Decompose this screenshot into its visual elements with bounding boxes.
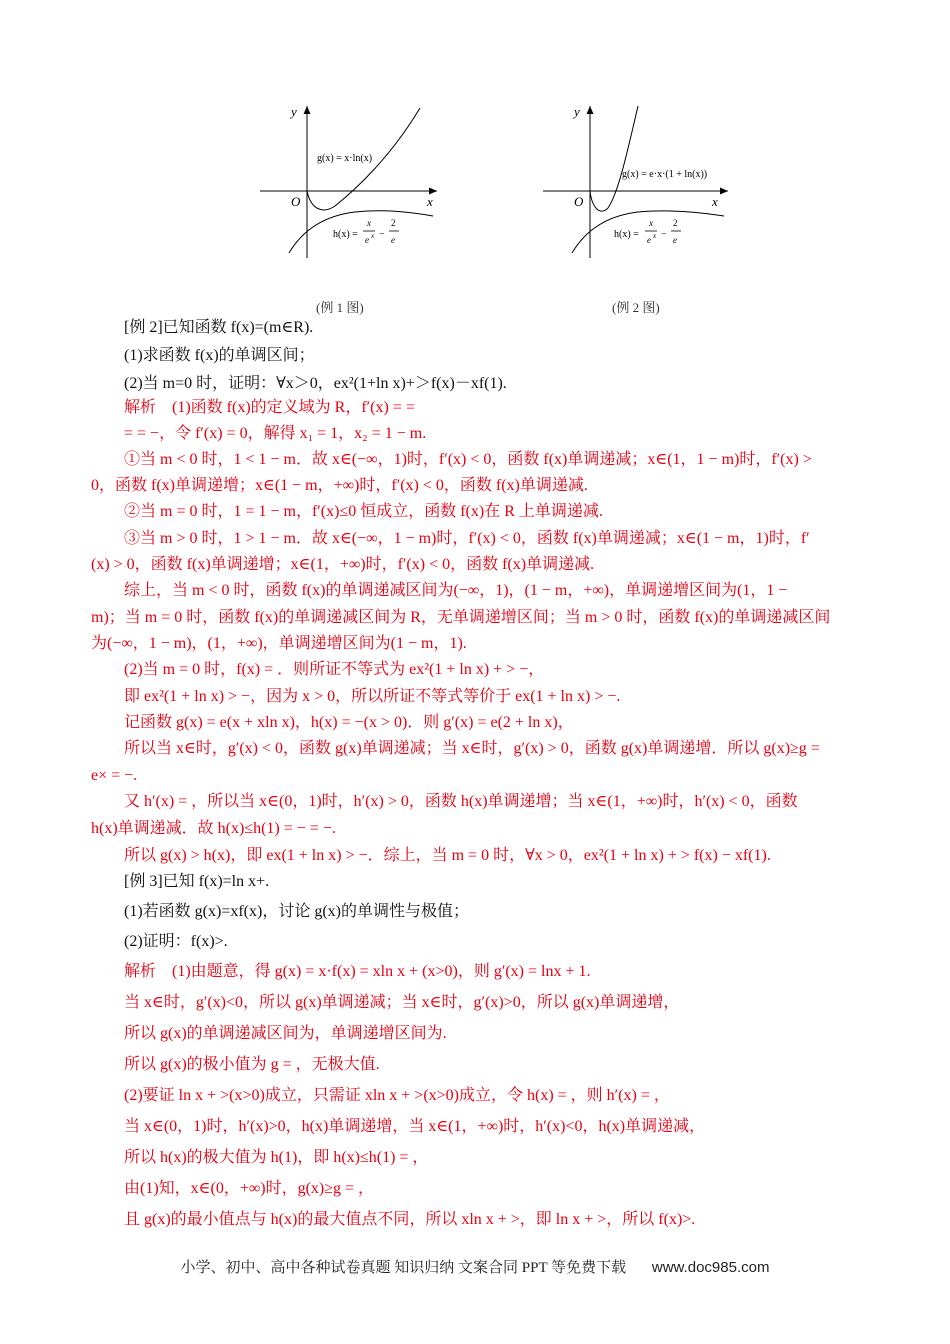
figure-example-1 <box>255 98 445 263</box>
solution-line: 0，函数 f(x)单调递增；x∈(1 − m，+∞)时，f′(x) < 0，函数 f(x)单调递减. <box>91 477 588 494</box>
solution-line: 综上，当 m < 0 时，函数 f(x)的单调递减区间为(−∞，1)，(1 − m，+∞)，单调递增区间为(1，1 − <box>124 582 788 599</box>
solution-line: 记函数 g(x) = e(x + xln x)，h(x) = −(x > 0)．则 g′(x) = e(2 + ln x)， <box>124 714 574 731</box>
solution-line: 且 g(x)的最小值点与 h(x)的最大值点不同，所以 xln x + >，即 ln x + >，所以 f(x)>. <box>124 1211 696 1228</box>
y-label: y <box>574 104 580 119</box>
solution-line: ②当 m = 0 时，1 = 1 − m，f′(x)≤0 恒成立，函数 f(x)在 R 上单调递减. <box>124 503 603 520</box>
solution-line: 解析 (1)由题意，得 g(x) = x·f(x) = xln x + (x>0)，则 g′(x) = lnx + 1. <box>124 963 591 980</box>
h-frac2-num: 2 <box>673 218 678 228</box>
h-minus: − <box>661 229 667 240</box>
origin-label: O <box>574 194 584 209</box>
solution-line: 所以当 x∈时，g′(x) < 0，函数 g(x)单调递减；当 x∈时，g′(x) > 0，函数 g(x)单调递增．所以 g(x)≥g = <box>124 740 820 757</box>
page-footer <box>0 1256 950 1277</box>
solution-line: 所以 g(x)的极小值为 g = ，无极大值. <box>124 1056 380 1073</box>
y-axis-arrow <box>587 106 594 114</box>
solution-line: ③当 m > 0 时，1 > 1 − m．故 x∈(−∞，1 − m)时，f′(x) < 0，函数 f(x)单调递减；x∈(1 − m，1)时，f′ <box>124 530 810 547</box>
solution-line: 所以 g(x) > h(x)，即 ex(1 + ln x) > −．综上，当 m = 0 时，∀x > 0，ex²(1 + ln x) + > f(x) − xf(1). <box>124 847 771 864</box>
footer-url[interactable]: www.doc985.com <box>651 1259 770 1276</box>
y-axis-arrow <box>304 106 311 114</box>
y-label: y <box>291 104 297 119</box>
figure-example-2 <box>538 98 738 263</box>
solution-line: e× = −. <box>91 767 138 784</box>
g-label: g(x) = e·x·(1 + ln(x)) <box>622 169 708 180</box>
solution-line: h(x)单调递减．故 h(x)≤h(1) = − = −. <box>91 820 336 837</box>
solution-line: 由(1)知，x∈(0，+∞)时，g(x)≥g = ， <box>124 1180 375 1197</box>
h-frac2-den: e <box>673 235 677 245</box>
x-label: x <box>712 194 718 209</box>
problem-line: (2)当 m=0 时，证明：∀x＞0，ex²(1+ln x)+＞f(x)－xf(1). <box>124 375 507 392</box>
h-label: h(x) = <box>614 229 639 240</box>
solution-line: 即 ex²(1 + ln x) > −，因为 x > 0，所以所证不等式等价于 ex(1 + ln x) > −. <box>124 688 621 705</box>
solution-line: 所以 h(x)的极大值为 h(1)，即 h(x)≤h(1) = ， <box>124 1149 429 1166</box>
h-frac-sup: x <box>371 232 375 240</box>
problem-line: [例 2]已知函数 f(x)=(m∈R). <box>124 319 314 336</box>
solution-line: 当 x∈(0，1)时，h′(x)>0，h(x)单调递增，当 x∈(1，+∞)时，h′(x)<0，h(x)单调递减， <box>124 1118 706 1135</box>
figure-2-graph <box>538 98 738 263</box>
solution-line: (x) > 0，函数 f(x)单调递增；x∈(1，+∞)时，f′(x) < 0，函数 f(x)单调递减. <box>91 556 595 573</box>
h-minus: − <box>379 229 385 240</box>
solution-line: 又 h′(x) = ，所以当 x∈(0，1)时，h′(x) > 0，函数 h(x)单调递增；当 x∈(1，+∞)时，h′(x) < 0，函数 <box>124 793 798 810</box>
h-frac-den: e <box>647 235 651 245</box>
x-axis-arrow <box>720 188 728 195</box>
solution-line: 为(−∞，1 − m)，(1，+∞)，单调递增区间为(1 − m，1). <box>91 635 467 652</box>
solution-line: (2)当 m = 0 时，f(x) = ．则所证不等式为 ex²(1 + ln x) + > −， <box>124 661 545 678</box>
solution-line: m)；当 m = 0 时，函数 f(x)的单调递减区间为 R，无单调递增区间；当 m > 0 时，函数 f(x)的单调递减区间 <box>91 609 831 626</box>
solution-line: ①当 m < 0 时，1 < 1 − m．故 x∈(−∞，1)时，f′(x) < 0，函数 f(x)单调递减；x∈(1，1 − m)时，f′(x) > <box>124 451 812 468</box>
g-curve <box>590 106 638 211</box>
h-frac2-num: 2 <box>391 218 396 228</box>
h-curve <box>289 211 433 253</box>
solution-line: = = −，令 f′(x) = 0，解得 x₁ = 1，x₂ = 1 − m. <box>124 425 427 442</box>
solution-line: (2)要证 ln x + >(x>0)成立，只需证 xln x + >(x>0)成立，令 h(x) = ，则 h′(x) = ， <box>124 1087 670 1104</box>
footer-text: 小学、初中、高中各种试卷真题 知识归纳 文案合同 PPT 等免费下载 <box>180 1260 627 1276</box>
problem-line: [例 3]已知 f(x)=ln x+. <box>124 873 270 890</box>
h-frac-num: x <box>649 218 653 228</box>
h-curve <box>572 211 724 253</box>
problem-line: (1)求函数 f(x)的单调区间； <box>124 347 315 364</box>
h-frac2-den: e <box>391 235 395 245</box>
figure-2-caption: (例 2 图) <box>612 300 660 315</box>
solution-line: 所以 g(x)的单调递减区间为，单调递增区间为. <box>124 1025 447 1042</box>
figure-1-caption: (例 1 图) <box>316 300 364 315</box>
origin-label: O <box>291 194 301 209</box>
g-label: g(x) = x·ln(x) <box>317 153 373 164</box>
h-frac-num: x <box>367 218 371 228</box>
problem-line: (1)若函数 g(x)=xf(x)，讨论 g(x)的单调性与极值； <box>124 903 469 920</box>
h-label: h(x) = <box>333 229 358 240</box>
solution-line: 解析 (1)函数 f(x)的定义域为 R，f′(x) = = <box>124 399 415 416</box>
problem-line: (2)证明：f(x)>. <box>124 933 228 950</box>
solution-line: 当 x∈时，g′(x)<0，所以 g(x)单调递减；当 x∈时，g′(x)>0，所以 g(x)单调递增， <box>124 994 680 1011</box>
h-frac-sup: x <box>653 232 657 240</box>
h-frac-den: e <box>365 235 369 245</box>
x-label: x <box>427 194 433 209</box>
figure-1-graph <box>255 98 445 263</box>
